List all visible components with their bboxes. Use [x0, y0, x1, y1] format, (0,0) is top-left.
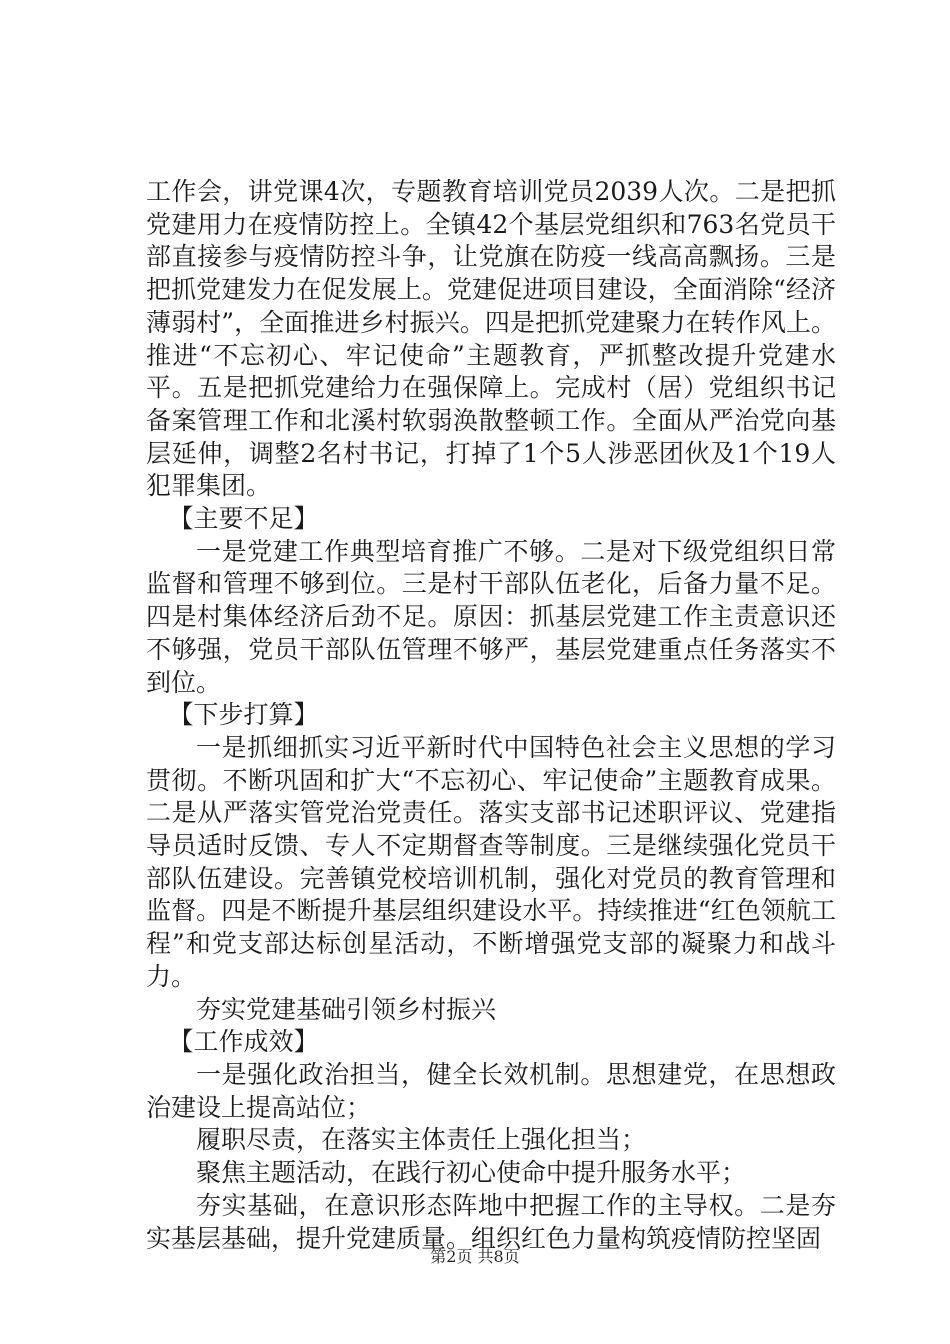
paragraph-shortcomings: 一是党建工作典型培育推广不够。二是对下级党组织日常监督和管理不够到位。三是村干部队伍老化，后备力量不足。四是村集体经济后劲不足。原因：抓基层党建工作主责意识还不够强，党员干部队伍管理不够严，基层党建重点任务落实不到位。 — [146, 536, 836, 697]
page-number-footer: 第2页 共8页 — [430, 1247, 520, 1266]
heading-next-plan: 【下步打算】 — [168, 700, 319, 730]
paragraph-results-4: 夯实基础，在意识形态阵地中把握工作的主导权。二是夯实基层基础，提升党建质量。组织红色力量构筑疫情防控坚固 — [146, 1190, 836, 1253]
heading-work-results: 【工作成效】 — [168, 1027, 319, 1057]
section-title: 夯实党建基础引领乡村振兴 — [196, 994, 497, 1024]
paragraph-next-plan: 一是抓细抓实习近平新时代中国特色社会主义思想的学习贯彻。不断巩固和扩大“不忘初心、牢记使命”主题教育成果。二是从严落实管党治党责任。落实支部书记述职评议、党建指导员适时反馈、专人不定期督查等制度。三是继续强化党员干部队伍建设。完善镇党校培训机制，强化对党员的教育管理和监督。四是不断提升基层组织建设水平。持续推进“红色领航工程”和党支部达标创星活动，不断增强党支部的凝聚力和战斗力。 — [146, 732, 836, 991]
paragraph-achievements-continued: 工作会，讲党课4次，专题教育培训党员2039人次。二是把抓党建用力在疫情防控上。全镇42个基层党组织和763名党员干部直接参与疫情防控斗争，让党旗在防疫一线高高飘扬。三是把抓党建发力在促发展上。党建促进项目建设，全面消除“经济薄弱村”，全面推进乡村振兴。四是把抓党建聚力在转作风上。推进“不忘初心、牢记使命”主题教育，严抓整改提升党建水平。五是把抓党建给力在强保障上。完成村（居）党组织书记备案管理工作和北溪村软弱涣散整顿工作。全面从严治党向基层延伸，调整2名村书记，打掉了1个5人涉恶团伙及1个19人犯罪集团。 — [146, 177, 836, 501]
document-body — [146, 176, 836, 1255]
paragraph-results-2: 履职尽责，在落实主体责任上强化担当； — [196, 1125, 647, 1155]
heading-main-shortcomings: 【主要不足】 — [168, 504, 319, 534]
paragraph-results-1: 一是强化政治担当，健全长效机制。思想建党，在思想政治建设上提高站位； — [146, 1059, 836, 1122]
paragraph-results-3: 聚焦主题活动，在践行初心使命中提升服务水平； — [196, 1158, 747, 1188]
